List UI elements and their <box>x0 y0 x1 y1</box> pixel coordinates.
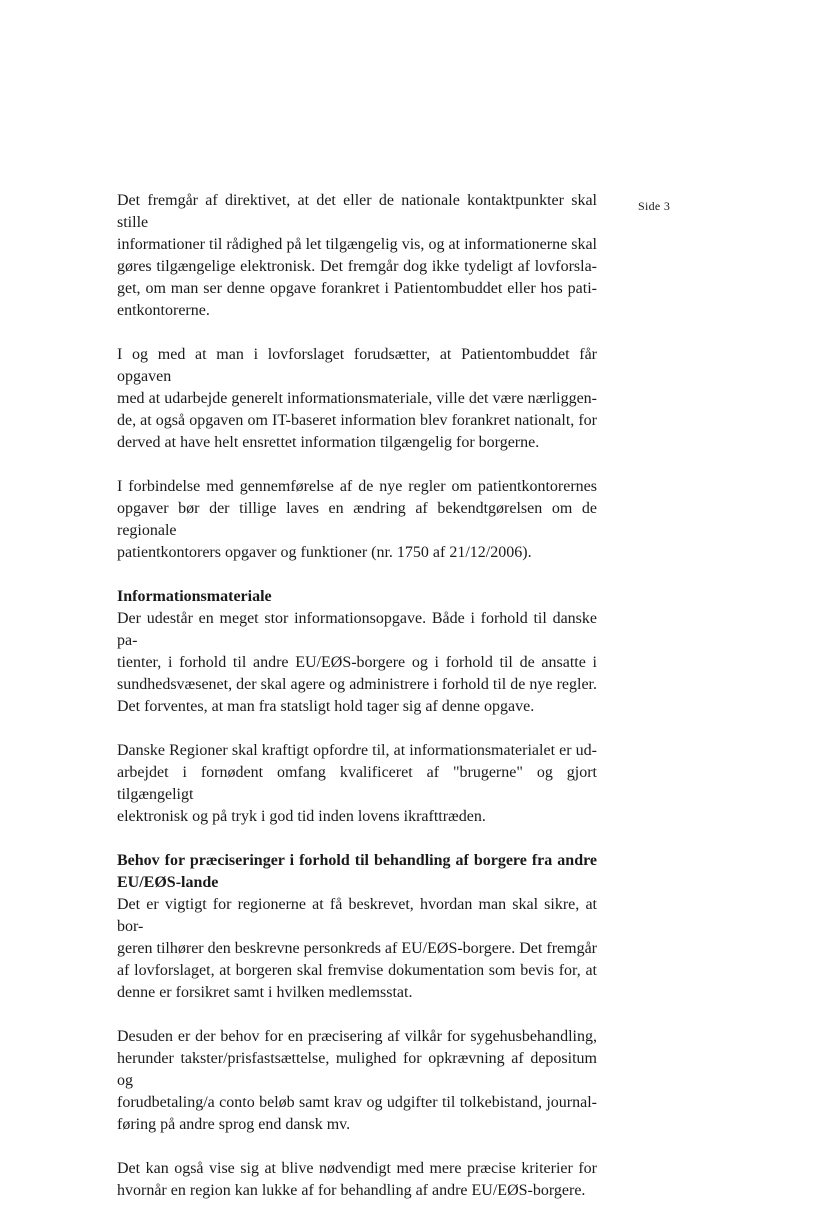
text-line: sundhedsvæsenet, der skal agere og administrere i forhold til de nye regler. <box>117 676 597 693</box>
paragraph-kriterier <box>117 1158 597 1202</box>
text-line: hvornår en region kan lukke af for behandling af andre EU/EØS-borgere. <box>117 1182 586 1199</box>
paragraph-vilkaar <box>117 1026 597 1136</box>
text-line: tienter, i forhold til andre EU/EØS-borgere og i forhold til de ansatte i <box>117 654 597 671</box>
text-line: Det fremgår af direktivet, at det eller de nationale kontaktpunkter skal stille <box>117 192 597 231</box>
text-line: entkontorerne. <box>117 302 210 319</box>
text-line: Det kan også vise sig at blive nødvendigt med mere præcise kriterier for <box>117 1160 597 1177</box>
text-line: informationer til rådighed på let tilgængelig vis, og at informationerne skal <box>117 236 597 253</box>
section-heading: Informationsmateriale <box>117 588 272 605</box>
text-line: Det forventes, at man fra statsligt hold tager sig af denne opgave. <box>117 698 535 715</box>
text-line: Der udestår en meget stor informationsopgave. Både i forhold til danske pa- <box>117 610 597 649</box>
page-number: Side 3 <box>638 199 671 213</box>
paragraph-patientombuddet <box>117 344 597 454</box>
document-body <box>117 190 597 1224</box>
paragraph-danske-regioner <box>117 740 597 828</box>
text-line: Det er vigtigt for regionerne at få beskrevet, hvordan man skal sikre, at bor- <box>117 896 597 935</box>
text-line: herunder takster/prisfastsættelse, mulighed for opkrævning af depositum og <box>117 1050 597 1089</box>
text-line: forudbetaling/a conto beløb samt krav og udgifter til tolkebistand, journal- <box>117 1094 597 1111</box>
paragraph-personkreds <box>117 894 597 1004</box>
text-line: elektronisk og på tryk i god tid inden lovens ikrafttræden. <box>117 808 486 825</box>
paragraph-patientkontorer <box>117 476 597 564</box>
text-line: I og med at man i lovforslaget forudsætter, at Patientombuddet får opgaven <box>117 346 597 385</box>
text-line: Danske Regioner skal kraftigt opfordre til, at informationsmaterialet er ud- <box>117 742 597 759</box>
heading-line: Behov for præciseringer i forhold til behandling af borgere fra andre <box>117 852 597 869</box>
text-line: get, om man ser denne opgave forankret i Patientombuddet eller hos pati- <box>117 280 597 297</box>
paragraph-contact-points <box>117 190 597 322</box>
text-line: arbejdet i fornødent omfang kvalificeret af "brugerne" og gjort tilgængeligt <box>117 764 597 803</box>
text-line: de, at også opgaven om IT-baseret information blev forankret nationalt, for <box>117 412 597 429</box>
section-praeciseringer <box>117 850 597 1004</box>
paragraph-information-task <box>117 608 597 718</box>
text-line: gøres tilgængelige elektronisk. Det fremgår dog ikke tydeligt af lovforsla- <box>117 258 597 275</box>
text-line: derved at have helt ensrettet information tilgængelig for borgerne. <box>117 434 540 451</box>
text-line: geren tilhører den beskrevne personkreds af EU/EØS-borgere. Det fremgår <box>117 940 597 957</box>
text-line: med at udarbejde generelt informationsmateriale, ville det være nærliggen- <box>117 390 597 407</box>
section-heading <box>117 850 597 894</box>
text-line: I forbindelse med gennemførelse af de nye regler om patientkontorernes <box>117 478 597 495</box>
text-line: denne er forsikret samt i hvilken medlemsstat. <box>117 984 413 1001</box>
text-line: af lovforslaget, at borgeren skal fremvise dokumentation som bevis for, at <box>117 962 597 979</box>
text-line: opgaver bør der tillige laves en ændring af bekendtgørelsen om de regionale <box>117 500 597 539</box>
text-line: Desuden er der behov for en præcisering af vilkår for sygehusbehandling, <box>117 1028 597 1045</box>
text-line: føring på andre sprog end dansk mv. <box>117 1116 351 1133</box>
heading-line: EU/EØS-lande <box>117 874 219 891</box>
section-informationsmateriale <box>117 586 597 718</box>
text-line: patientkontorers opgaver og funktioner (nr. 1750 af 21/12/2006). <box>117 544 532 561</box>
